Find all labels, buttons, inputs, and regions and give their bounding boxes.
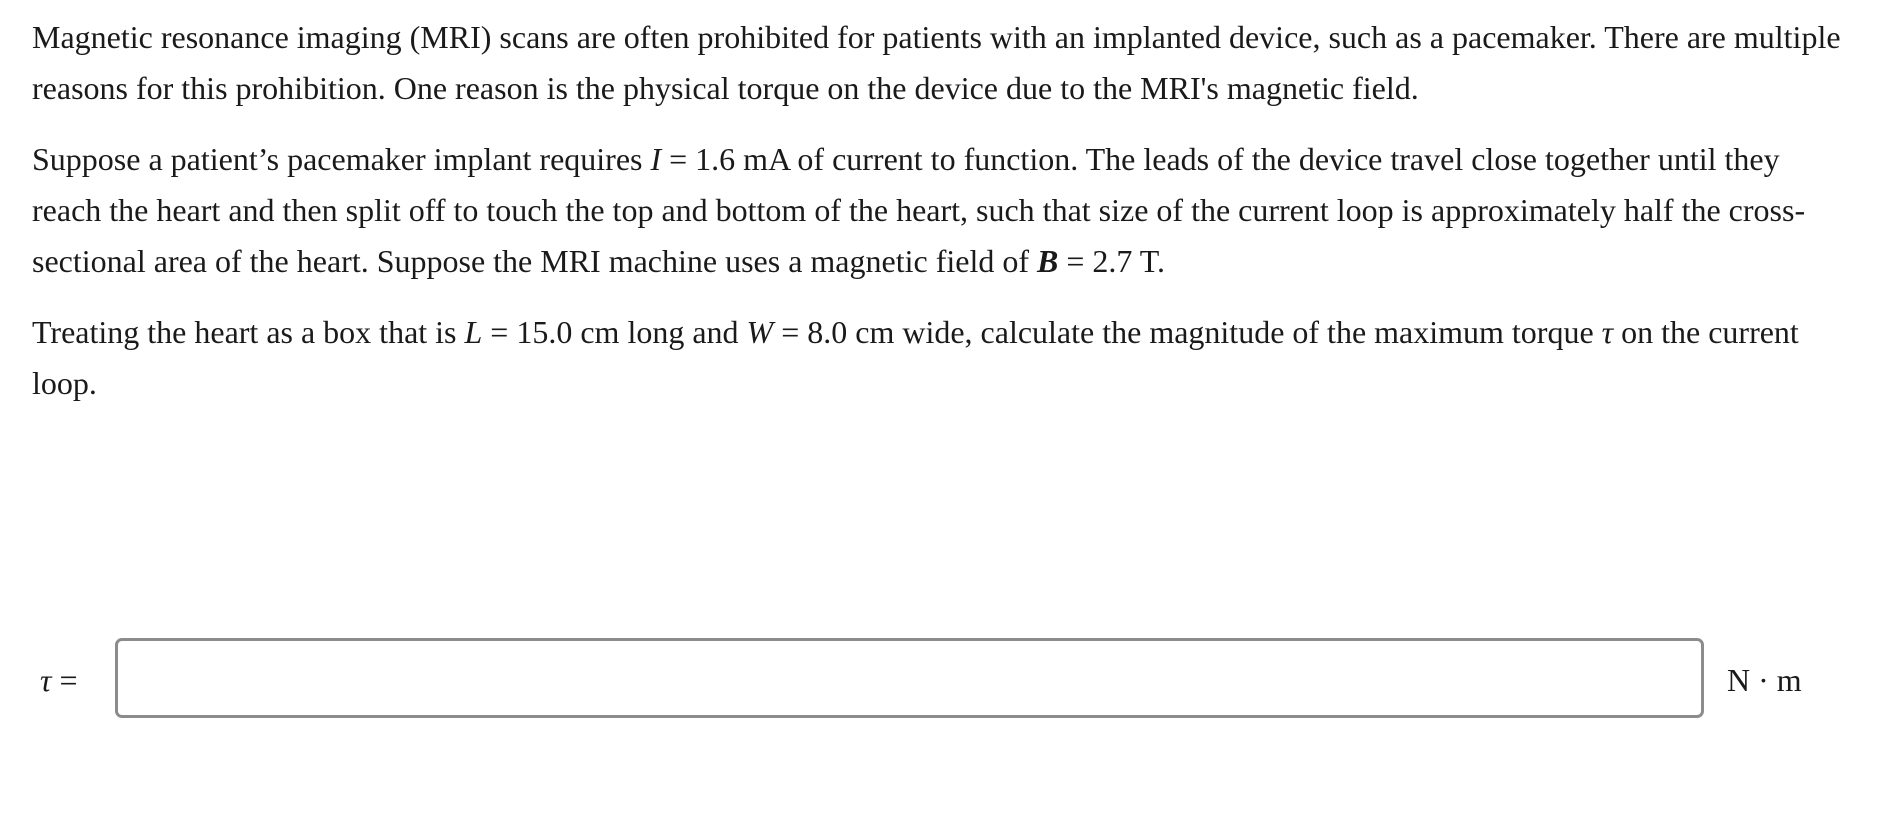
answer-row — [0, 638, 1878, 724]
length-symbol: L — [464, 314, 483, 350]
intro-text: Magnetic resonance imaging (MRI) scans are often prohibited for patients with an implanted device, such as a pacemaker. There are multiple reasons for this prohibition. One reason is the physical torque on the device due to the MRI's magnetic field. — [32, 19, 1841, 106]
question-text — [32, 12, 1852, 409]
torque-symbol: τ — [1601, 314, 1614, 350]
task-paragraph — [32, 307, 1852, 409]
task-text-after-width: wide, calculate the magnitude of the maximum torque — [894, 314, 1602, 350]
setup-text-start: Suppose a patient’s pacemaker implant requires — [32, 141, 651, 177]
answer-equals: = — [51, 662, 78, 698]
setup-text-end: . — [1156, 243, 1165, 279]
torque-answer-input[interactable] — [115, 638, 1704, 718]
current-value: = 1.6 mA — [661, 141, 790, 177]
setup-paragraph — [32, 134, 1852, 287]
current-symbol: I — [650, 141, 662, 177]
answer-label — [40, 660, 78, 700]
task-text-start: Treating the heart as a box that is — [32, 314, 465, 350]
width-value: = 8.0 cm — [773, 314, 895, 350]
answer-unit: N · m — [1727, 662, 1802, 698]
width-symbol: W — [746, 314, 774, 350]
task-text-mid: long and — [619, 314, 747, 350]
field-symbol: B — [1036, 243, 1059, 279]
intro-paragraph — [32, 12, 1852, 114]
answer-torque-symbol: τ — [40, 662, 52, 698]
task-text-end: on the current loop. — [32, 314, 1799, 401]
length-value: = 15.0 cm — [482, 314, 620, 350]
setup-text-middle: of current to function. The leads of the device travel close together until they reach the heart and then split off to touch the top and bottom of the heart, such that size of the current loop is approximately half the cross-sectional area of the heart. Suppose the MRI machine uses a magnetic field of — [32, 141, 1806, 279]
field-value: = 2.7 T — [1058, 243, 1157, 279]
